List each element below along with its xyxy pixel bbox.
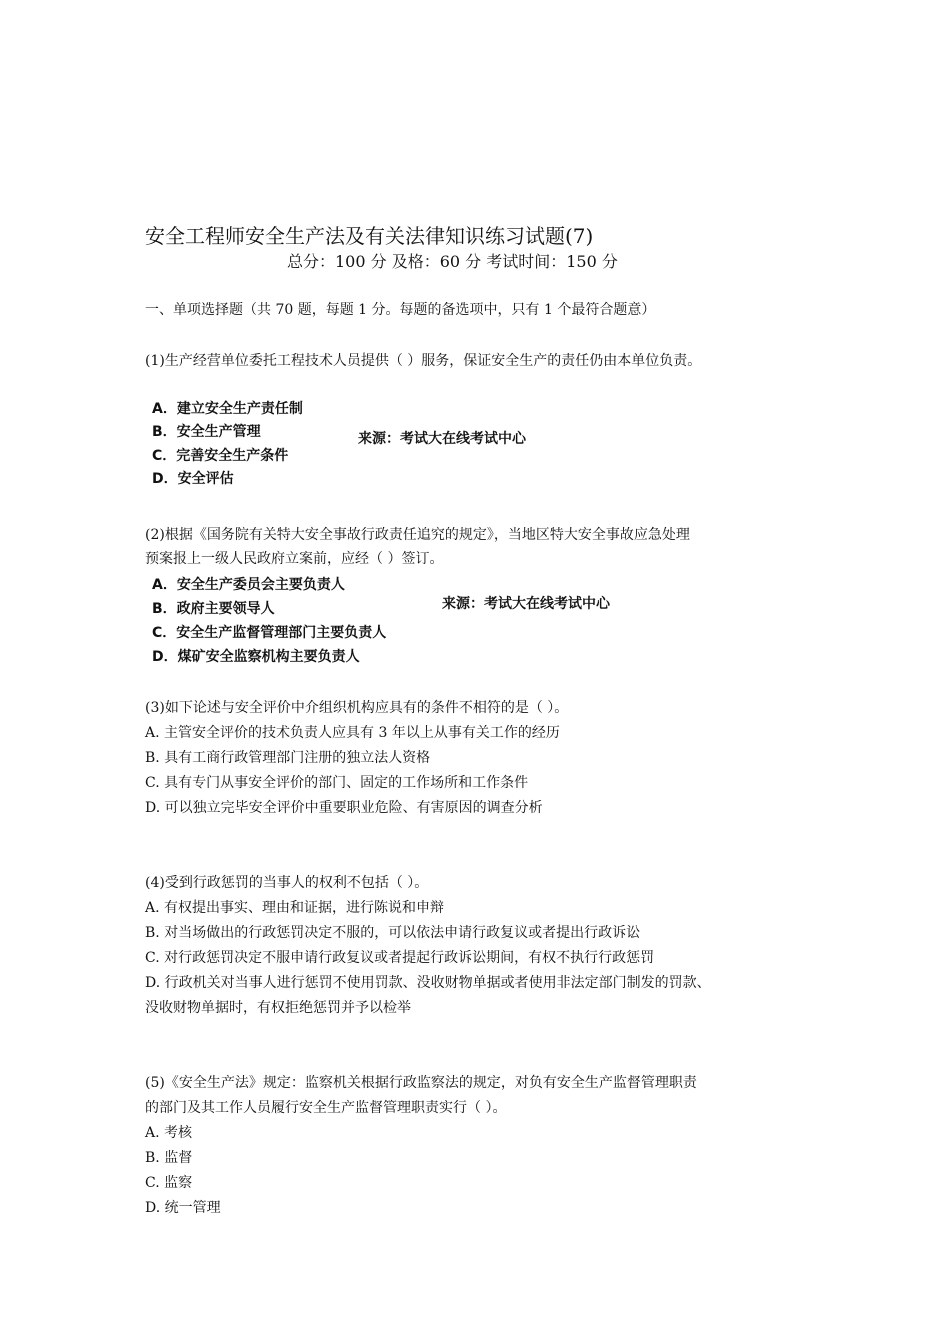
- question-3-option-a: A. 主管安全评价的技术负责人应具有 3 年以上从事有关工作的经历: [145, 725, 560, 741]
- question-2-text-line-1: (2)根据《国务院有关特大安全事故行政责任追究的规定》，当地区特大安全事故应急处理: [145, 527, 690, 543]
- question-2-source-note: 来源：考试大在线考试中心: [442, 596, 610, 612]
- question-2-option-c: C．安全生产监督管理部门主要负责人: [152, 625, 387, 641]
- question-5-option-a: A. 考核: [145, 1125, 193, 1141]
- question-4-option-d-line-2: 没收财物单据时，有权拒绝惩罚并予以检举: [145, 1000, 411, 1016]
- question-2-option-d: D．煤矿安全监察机构主要负责人: [152, 649, 360, 665]
- question-1-option-b: B．安全生产管理: [152, 424, 261, 440]
- question-3-option-d: D. 可以独立完毕安全评价中重要职业危险、有害原因的调查分析: [145, 800, 543, 816]
- question-4-text: (4)受到行政惩罚的当事人的权利不包括（ ）。: [145, 875, 429, 891]
- question-3-text: (3)如下论述与安全评价中介组织机构应具有的条件不相符的是（ ）。: [145, 700, 569, 716]
- question-5-option-c: C. 监察: [145, 1175, 193, 1191]
- question-1-option-d: D．安全评估: [152, 471, 234, 487]
- question-3-option-b: B. 具有工商行政管理部门注册的独立法人资格: [145, 750, 431, 766]
- question-4-option-d-line-1: D. 行政机关对当事人进行惩罚不使用罚款、没收财物单据或者使用非法定部门制发的罚款、: [145, 975, 711, 991]
- question-4-option-c: C. 对行政惩罚决定不服申请行政复议或者提起行政诉讼期间，有权不执行行政惩罚: [145, 950, 655, 966]
- question-2-option-b: B．政府主要领导人: [152, 601, 275, 617]
- question-2-option-a: A．安全生产委员会主要负责人: [152, 577, 345, 593]
- section-heading: 一、单项选择题（共 70 题，每题 1 分。每题的备选项中，只有 1 个最符合题意）: [145, 302, 656, 318]
- question-4-option-a: A. 有权提出事实、理由和证据，进行陈说和申辩: [145, 900, 445, 916]
- question-5-option-d: D. 统一管理: [145, 1200, 221, 1216]
- question-1-option-a: A．建立安全生产责任制: [152, 401, 303, 417]
- question-5-text-line-2: 的部门及其工作人员履行安全生产监督管理职责实行（ ）。: [145, 1100, 507, 1116]
- score-info: 总分：100 分 及格：60 分 考试时间：150 分: [287, 252, 618, 271]
- question-5-text-line-1: (5)《安全生产法》规定：监察机关根据行政监察法的规定，对负有安全生产监督管理职责: [145, 1075, 697, 1091]
- question-4-option-b: B. 对当场做出的行政惩罚决定不服的，可以依法申请行政复议或者提出行政诉讼: [145, 925, 641, 941]
- question-5-option-b: B. 监督: [145, 1150, 193, 1166]
- document-title: 安全工程师安全生产法及有关法律知识练习试题(7): [145, 224, 594, 248]
- question-3-option-c: C. 具有专门从事安全评价的部门、固定的工作场所和工作条件: [145, 775, 529, 791]
- question-2-text-line-2: 预案报上一级人民政府立案前，应经（ ）签订。: [145, 551, 444, 567]
- question-1-text: (1)生产经营单位委托工程技术人员提供（ ）服务，保证安全生产的责任仍由本单位负责。: [145, 353, 702, 369]
- question-1-source-note: 来源：考试大在线考试中心: [358, 431, 526, 447]
- question-1-option-c: C．完善安全生产条件: [152, 448, 289, 464]
